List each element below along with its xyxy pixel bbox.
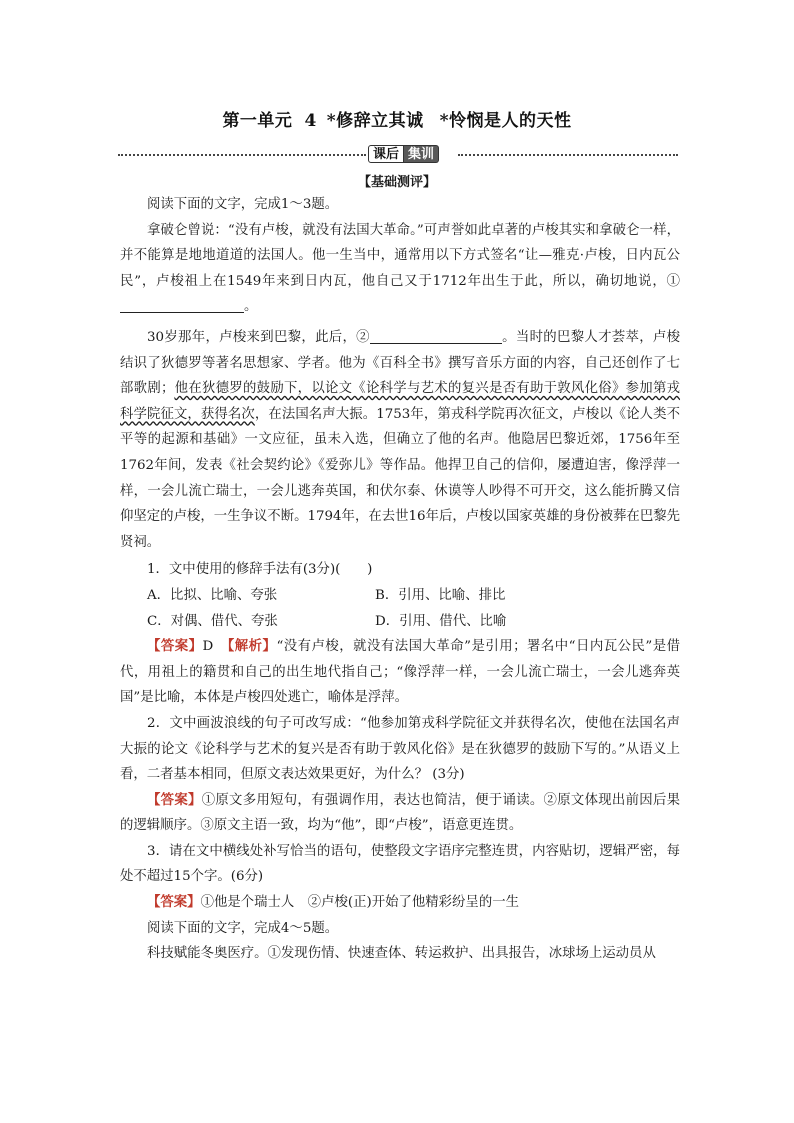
answer-text: D (202, 639, 228, 655)
answer-label: 【答案】 (147, 638, 203, 655)
question-1-answer (120, 634, 680, 711)
question-1-options-row-1 (120, 583, 680, 609)
question-3-stem: 3．请在文中横线处补写恰当的语句，使整段文字语序完整连贯，内容贴切，逻辑严密，每处不超过15个字。(6分) (120, 843, 680, 885)
question-3-answer (120, 890, 680, 916)
question-1-stem: 1．文中使用的修辞手法有(3分)( ) (147, 562, 373, 578)
paragraph-2 (120, 325, 680, 555)
tag-after-class: 课后 (368, 145, 404, 163)
answer-blank-2 (370, 327, 502, 344)
paragraph-1-text: 拿破仑曾说：“没有卢梭，就没有法国大革命。”可声誉如此卓著的卢梭其实和拿破仑一样，并不能算是地地道道的法国人。他一生当中，通常用以下方式签名“让—雅克·卢梭，日内瓦公民”，卢梭祖上在1549年来到日内瓦，他自己又于1712年出生于此，所以，确切地说， (120, 222, 680, 289)
tag-practice: 集训 (404, 145, 439, 163)
option-a: A．比拟、比喻、夸张 (147, 587, 278, 603)
analysis-text: “没有卢梭，就没有法国大革命”是引用；署名中“日内瓦公民”是借代，用祖上的籍贯和自己的出生地代指自己；“像浮萍一样，一会儿流亡瑞士，一会儿逃奔英国”是比喻，本体是卢梭四处逃亡，喻体是浮萍。 (120, 639, 680, 706)
paragraph-2-start: 30岁那年，卢梭来到巴黎，此后， (147, 330, 357, 345)
section-heading: 【基础测评】 (357, 175, 436, 190)
title-lesson-2: *怜悯是人的天性 (439, 111, 572, 131)
blank-marker-1: ① (666, 273, 680, 289)
paragraph-2-mid: 。当时的巴黎人才荟萃，卢梭结识了狄德罗等著名思想家、学者。他为《百科全书》撰写音乐方面的内容，自己还创作了七部歌剧； (120, 330, 680, 397)
paragraph-1 (120, 218, 680, 320)
paragraph-3: 科技赋能冬奥医疗。①发现伤情、快速查体、转运救护、出具报告，冰球场上运动员从 (147, 946, 656, 962)
answer-label: 【答案】 (147, 894, 201, 911)
page-title (0, 106, 794, 131)
passage-2 (120, 325, 680, 967)
question-1-options-row-2 (120, 609, 680, 635)
analysis-label: 【解析】 (227, 638, 277, 655)
wavy-underlined-sentence: 他在狄德罗的鼓励下，以论文《论科学与艺术的复兴是否有助于敦风化俗》参加第戎科学院征文，获得名次 (120, 381, 681, 422)
paragraph-1-end: 。 (244, 299, 258, 315)
option-d: D．引用、借代、比喻 (375, 613, 507, 629)
dotted-line-left (118, 154, 366, 156)
title-lesson-1: *修辞立其诚 (326, 111, 424, 131)
option-b: B．引用、比喻、排比 (375, 587, 506, 603)
title-unit: 第一单元 (222, 111, 293, 131)
homework-tag (368, 145, 439, 163)
option-c: C．对偶、借代、夸张 (147, 613, 278, 629)
question-2-answer (120, 788, 680, 839)
section-divider (118, 145, 678, 165)
answer-label: 【答案】 (147, 791, 202, 808)
dotted-line-right (458, 154, 678, 156)
reading-instruction-1: 阅读下面的文字，完成1～3题。 (147, 197, 339, 212)
title-number: 4 (304, 111, 317, 131)
reading-instruction-2: 阅读下面的文字，完成4～5题。 (147, 920, 339, 936)
answer-text: ①原文多用短句，有强调作用，表达也简洁，便于诵读。②原文体现出前因后果的逻辑顺序。③原文主语一致，均为“他”，即“卢梭”，语意更连贯。 (120, 792, 681, 834)
question-2-stem: 2．文中画波浪线的句子可改写成：“他参加第戎科学院征文并获得名次，使他在法国名声大振的论文《论科学与艺术的复兴是否有助于敦风化俗》是在狄德罗的鼓励下写的。”从语义上看，二者基本相同，但原文表达效果更好，为什么？ (3分) (120, 715, 680, 783)
passage-1 (120, 192, 680, 320)
answer-text: ①他是个瑞士人 ②卢梭(正)开始了他精彩纷呈的一生 (200, 895, 519, 911)
blank-marker-2: ② (356, 330, 370, 345)
answer-blank-1 (120, 296, 244, 313)
paragraph-2-rest: ，在法国名声大振。1753年，第戎科学院再次征文，卢梭以《论人类不平等的起源和基础》一文应征，虽未入选，但确立了他的名声。他隐居巴黎近郊，1756年至1762年间，发表《社会契约论》《爱弥儿》等作品。他捍卫自己的信仰，屡遭迫害，像浮萍一样，一会儿流亡瑞士，一会儿逃奔英国，和伏尔泰、休谟等人吵得不可开交，这么能折腾又信仰坚定的卢梭，一生争议不断。1794年，在去世16年后，卢梭以国家英雄的身份被葬在巴黎先贤祠。 (120, 406, 681, 550)
